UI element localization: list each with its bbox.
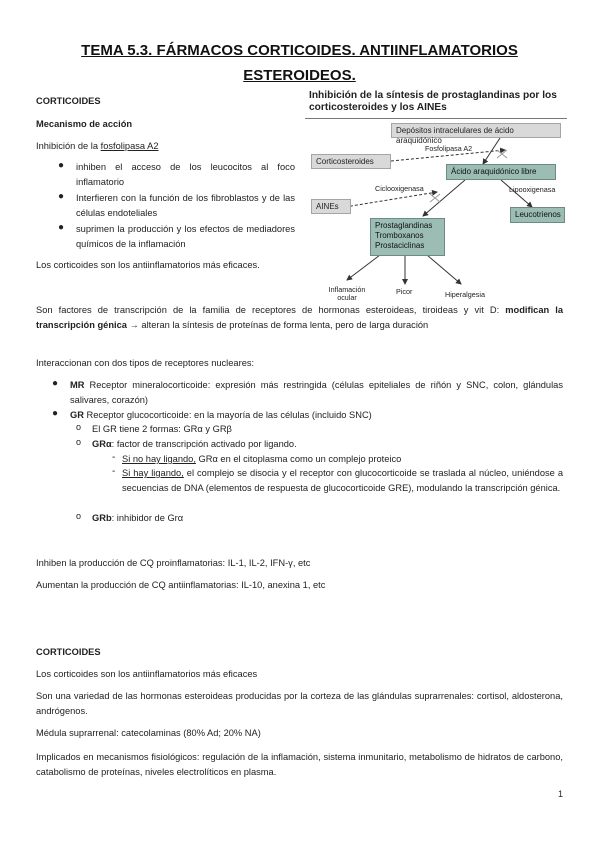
figure-title: Inhibición de la síntesis de prostaglandinas por los corticosteroides y los AINEs: [309, 90, 557, 113]
factors-text: Son factores de transcripción de la familia de receptores de hormonas esteroideas, tiroideas y vit D:: [36, 305, 506, 315]
box-acido-araquidonico: Ácido araquidónico libre: [446, 164, 556, 180]
increase-cq-line: Aumentan la producción de CQ antiinflamatorias: IL-10, anexina 1, etc: [36, 580, 326, 590]
bullet-dot: ●: [52, 408, 59, 419]
grb-description: : inhibidor de Grα: [111, 513, 184, 523]
box-leucotrienos: Leucotrienos: [510, 207, 565, 223]
box-depositos: Depósitos intracelulares de ácido araquidónico: [391, 123, 561, 138]
factors-bold: modifican la transcripción génica: [36, 305, 563, 330]
label-ciclooxigenasa: Ciclooxigenasa: [375, 184, 424, 193]
section2-line1: Los corticoides son los antiinflamatorios más eficaces: [36, 669, 258, 679]
ligand-text: [122, 466, 563, 495]
box-prostanoides: [370, 218, 445, 256]
gra-description: : factor de transcripción activado por ligando.: [111, 439, 297, 449]
receptors-intro: Interaccionan con dos tipos de receptores nucleares:: [36, 358, 255, 368]
title-line-1: TEMA 5.3. FÁRMACOS CORTICOIDES. ANTIINFLAMATORIOS: [81, 42, 518, 59]
label-tromboxanos: Tromboxanos: [375, 231, 424, 240]
circle-marker: o: [76, 511, 82, 521]
gr-label: GR: [70, 410, 84, 420]
mr-description: Receptor mineralocorticoide: expresión más restringida (células epiteliales de riñón y SNC, colon, glándulas salivares, corazón): [70, 380, 563, 405]
bullet-dot: ●: [58, 222, 65, 233]
prostaglandin-figure: [305, 90, 567, 315]
no-ligand-description: GRα en el citoplasma como un complejo proteico: [195, 454, 402, 464]
label-picor: Picor: [396, 287, 413, 296]
label-lipooxigenasa: Lipooxigenasa: [509, 185, 556, 194]
inhibition-prefix: Inhibición de la: [36, 141, 101, 151]
section2-line2: Son una variedad de las hormonas esteroideas producidas por la corteza de las glándulas suprarrenales: cortisol, aldosterona, andrógenos.: [36, 691, 563, 716]
mr-label: MR: [70, 380, 85, 390]
label-prostaglandinas: Prostaglandinas: [375, 221, 433, 230]
arrow-ciclooxigenasa: [423, 180, 465, 216]
inhibit-cq-line: Inhiben la producción de CQ proinflamatorias: IL-1, IL-2, IFN-γ, etc: [36, 558, 311, 568]
fosfolipasa-link: fosfolipasa A2: [100, 141, 159, 151]
grb-text: [92, 511, 563, 526]
bullet-dot: ●: [58, 191, 65, 202]
page-number: 1: [557, 789, 563, 799]
inhibition-line: [36, 139, 159, 154]
title-line-2: ESTEROIDEOS.: [243, 67, 356, 84]
subheading-mecanismo: Mecanismo de acción: [36, 119, 133, 129]
summary-line: Los corticoides son los antiinflamatorios más eficaces.: [36, 260, 260, 270]
grb-label: GRb: [92, 513, 112, 523]
factors-rest: → alteran la síntesis de proteínas de forma lenta, pero de larga duración: [126, 319, 429, 330]
dash-marker: -: [112, 466, 116, 477]
box-aines: AINEs: [311, 199, 351, 214]
gr-text: [70, 408, 563, 423]
document-title: [60, 38, 539, 88]
bullet-text: Interfieren con la función de los fibroblastos y de las células endoteliales: [76, 193, 295, 218]
label-prostaciclinas: Prostaciclinas: [375, 241, 425, 250]
arrow-inflamacion: [347, 255, 380, 280]
mr-text: [70, 378, 563, 407]
bullet-dot: ●: [58, 160, 65, 171]
circle-marker: o: [76, 422, 82, 432]
bullet-dot: ●: [52, 378, 59, 389]
ligand-description: el complejo se disocia y el receptor con glucocorticoide se traslada al núcleo, uniéndose a secuencias de DNA (elementos de respuesta de glucocorticoide GRE), modulando la transcripción génica.: [122, 468, 564, 493]
gr-forms-text: El GR tiene 2 formas: GRα y GRβ: [92, 424, 232, 434]
gra-label: GRα: [92, 439, 112, 449]
label-inflamacion-ocular: Inflamación ocular: [328, 285, 366, 302]
ligand-label: Si hay ligando,: [122, 468, 184, 478]
arrow-hiperalgesia: [427, 255, 461, 284]
arrow-aines-inhibit: [345, 192, 437, 207]
bullet-text: inhiben el acceso de los leucocitos al foco inflamatorio: [76, 162, 295, 187]
gr-description: Receptor glucocorticoide: en la mayoría de las células (incluido SNC): [83, 410, 372, 420]
bullet-text: suprimen la producción y los efectos de mediadores químicos de la inflamación: [76, 224, 295, 249]
no-ligand-text: [122, 452, 563, 467]
section-heading-corticoides: CORTICOIDES: [36, 96, 101, 106]
section-heading-corticoides-2: CORTICOIDES: [36, 647, 101, 657]
section2-line4: Implicados en mecanismos fisiológicos: regulación de la inflamación, sistema inmunitario, metabolismo de hidratos de carbono, catabolismo de proteínas, niveles electrolíticos en plasma.: [36, 752, 563, 777]
section2-line3: Médula suprarrenal: catecolaminas (80% Ad; 20% NA): [36, 728, 261, 738]
factors-paragraph: [36, 303, 563, 332]
no-ligand-label: Si no hay ligando,: [122, 454, 196, 464]
circle-marker: o: [76, 437, 82, 447]
box-corticosteroides: Corticosteroides: [311, 154, 391, 169]
label-hiperalgesia: Hiperalgesia: [445, 290, 485, 299]
label-fosfolipasa: Fosfolipasa A2: [425, 144, 473, 153]
gra-text: [92, 437, 563, 452]
dash-marker: -: [112, 452, 116, 463]
